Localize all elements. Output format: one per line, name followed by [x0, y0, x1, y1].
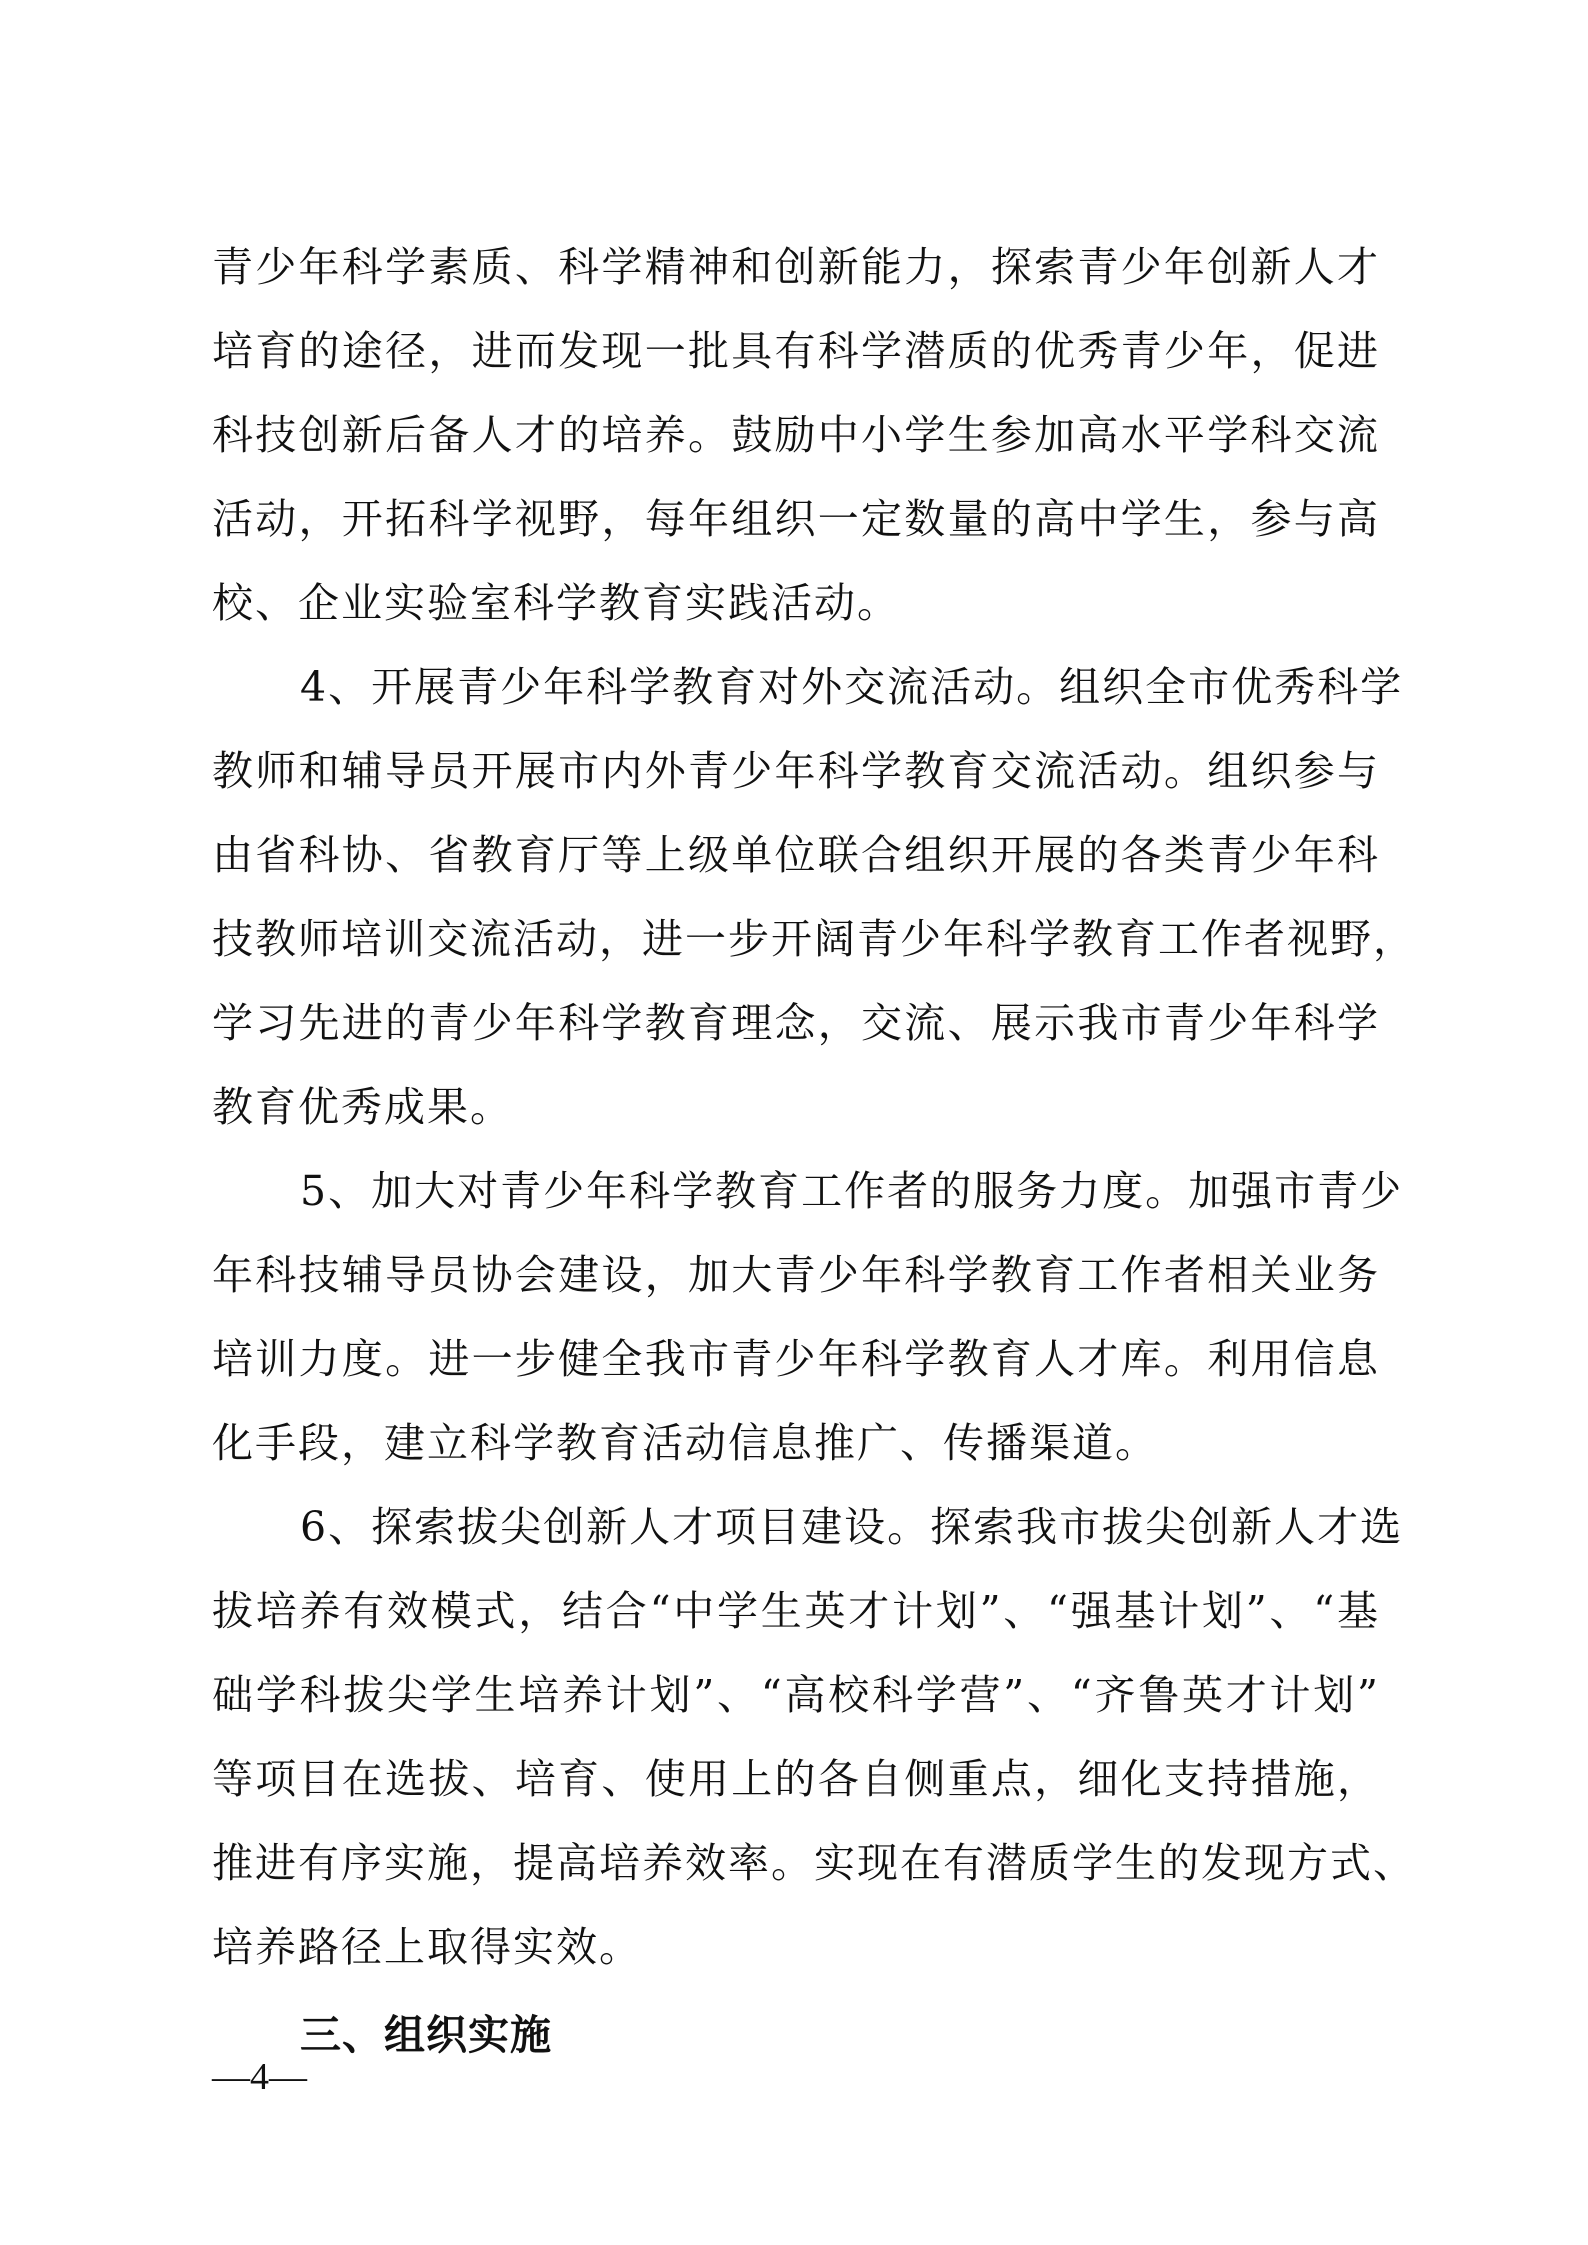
- text-line: 拔培养有效模式，结合“中学生英才计划”、“强基计划”、“基: [212, 1587, 1380, 1635]
- page-number: —4—: [212, 2056, 307, 2098]
- text-line: 青少年科学素质、科学精神和创新能力，探索青少年创新人才: [212, 243, 1380, 291]
- text-line: 6、探索拔尖创新人才项目建设。探索我市拔尖创新人才选: [300, 1503, 1404, 1551]
- text-line: 教育优秀成果。: [212, 1083, 513, 1131]
- text-line: 学习先进的青少年科学教育理念，交流、展示我市青少年科学: [212, 999, 1380, 1047]
- text-line: 础学科拔尖学生培养计划”、“高校科学营”、“齐鲁英才计划”: [212, 1671, 1380, 1719]
- text-line: 校、企业实验室科学教育实践活动。: [212, 579, 900, 627]
- text-line: 等项目在选拔、培育、使用上的各自侧重点，细化支持措施，: [212, 1755, 1380, 1803]
- text-line: 培养路径上取得实效。: [212, 1923, 642, 1971]
- paragraph-item-5: [212, 1149, 1404, 1485]
- paragraph-item-6: [212, 1485, 1416, 1989]
- text-line: 培育的途径，进而发现一批具有科学潜质的优秀青少年，促进: [212, 327, 1380, 375]
- text-line: 4、开展青少年科学教育对外交流活动。组织全市优秀科学: [300, 663, 1404, 711]
- text-line: 5、加大对青少年科学教育工作者的服务力度。加强市青少: [300, 1167, 1404, 1215]
- text-line: 教师和辅导员开展市内外青少年科学教育交流活动。组织参与: [212, 747, 1380, 795]
- text-line: 培训力度。进一步健全我市青少年科学教育人才库。利用信息: [212, 1335, 1380, 1383]
- section-heading: 三、组织实施: [300, 2011, 552, 2059]
- paragraph-item-4: [212, 645, 1416, 1149]
- document-body: [212, 225, 1416, 2077]
- text-line: 推进有序实施，提高培养效率。实现在有潜质学生的发现方式、: [212, 1839, 1416, 1887]
- paragraph-continuation: [212, 225, 1380, 645]
- text-line: 活动，开拓科学视野，每年组织一定数量的高中学生，参与高: [212, 495, 1380, 543]
- text-line: 技教师培训交流活动，进一步开阔青少年科学教育工作者视野，: [212, 915, 1416, 963]
- text-line: 化手段，建立科学教育活动信息推广、传播渠道。: [212, 1419, 1158, 1467]
- text-line: 科技创新后备人才的培养。鼓励中小学生参加高水平学科交流: [212, 411, 1380, 459]
- text-line: 年科技辅导员协会建设，加大青少年科学教育工作者相关业务: [212, 1251, 1380, 1299]
- text-line: 由省科协、省教育厅等上级单位联合组织开展的各类青少年科: [212, 831, 1380, 879]
